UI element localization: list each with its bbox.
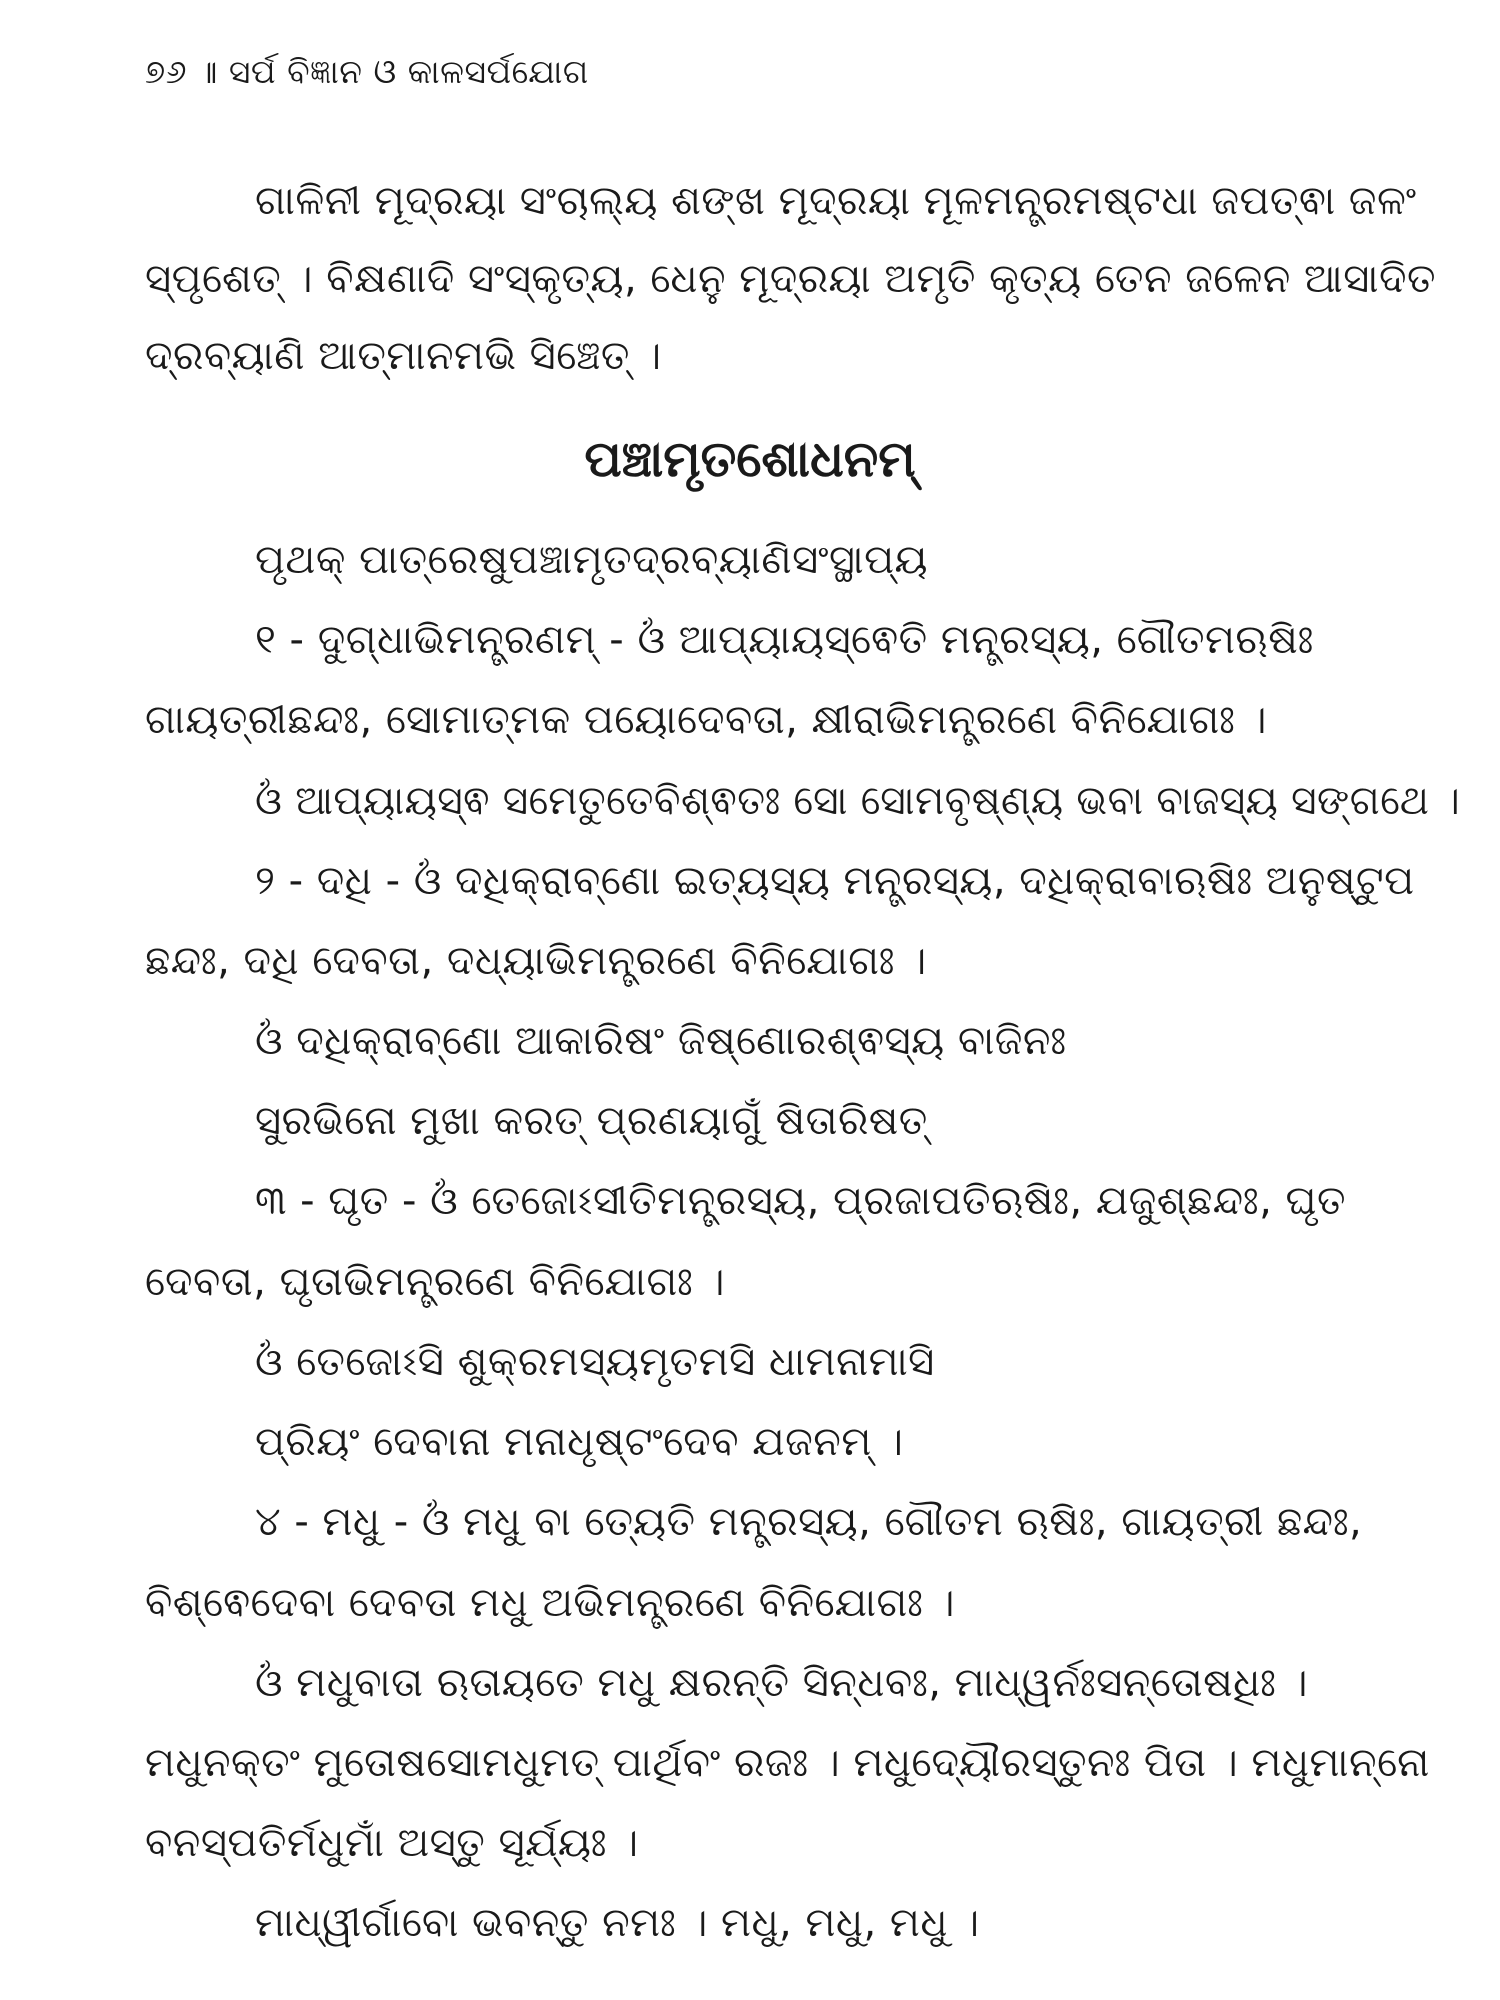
text-line: ମାଧ୍ୱୀର୍ଗାବୋ ଭବନ୍ତୁ ନମଃ । ମଧୁ, ମଧୁ, ମଧୁ ।	[255, 1900, 980, 1946]
text-line: ଓଁ ଦଧିକ୍ରାବ୍ଣୋ ଆକାରିଷଂ ଜିଷ୍ଣୋରଶ୍ଵସ୍ୟ ବାଜିନଃ	[255, 1018, 1067, 1064]
text-line: ବିଶ୍ଵେଦେବା ଦେବତା ମଧୁ ଅଭିମନ୍ତ୍ରଣେ ବିନିଯୋଗଃ ।	[145, 1580, 956, 1626]
text-line: ମଧୁନକ୍ତଂ ମୁତୋଷସୋମଧୁମତ୍ ପାର୍ଥିବଂ ରଜଃ । ମଧୁଦ୍ୟୌରସ୍ତୁନଃ ପିତା । ମଧୁମାନ୍ନୋ	[145, 1740, 1430, 1786]
page-header: ୭୬ ॥ ସର୍ପ ବିଜ୍ଞାନ ଓ କାଳସର୍ପଯୋଗ	[145, 52, 589, 91]
text-line: ୪ - ମଧୁ - ଓଁ ମଧୁ ବା ତ୍ୟେତି ମନ୍ତ୍ରସ୍ୟ, ଗୌତମ ଋଷିଃ, ଗାୟତ୍ରୀ ଛନ୍ଦଃ,	[255, 1499, 1363, 1545]
text-line: ଓଁ ମଧୁବାତା ଋତାୟତେ ମଧୁ କ୍ଷରନ୍ତି ସିନ୍ଧବଃ, ମାଧ୍ୱର୍ନଃସନ୍ତୋଷଧିଃ ।	[255, 1660, 1308, 1706]
text-line: ୧ - ଦୁଗ୍ଧାଭିମନ୍ତ୍ରଣମ୍ - ଓଁ ଆପ୍ୟାୟସ୍ଵେତି ମନ୍ତ୍ରସ୍ୟ, ଗୌତମଋଷିଃ	[255, 617, 1314, 663]
paragraph-line: ଦ୍ରବ୍ୟାଣି ଆତ୍ମାନମଭି ସିଞ୍ଚେତ୍ ।	[145, 333, 662, 379]
text-line: ଓଁ ଆପ୍ୟାୟସ୍ଵ ସମେତୁତେବିଶ୍ଵତଃ ସୋ ସୋମବୃଷ୍ଣ୍ୟ ଭବା ବାଜସ୍ୟ ସଙ୍ଗଥେ ।	[255, 778, 1461, 824]
text-line: ୩ - ଘୃତ - ଓଁ ତେଜୋଽସୀତିମନ୍ତ୍ରସ୍ୟ, ପ୍ରଜାପତିଋଷିଃ, ଯଜୁଶ୍ଛନ୍ଦଃ, ଘୃତ	[255, 1178, 1347, 1224]
paragraph-line: ସ୍ପୃଶେତ୍ । ବିକ୍ଷଣାଦି ସଂସ୍କୃତ୍ୟ, ଧେନୁ ମୂଦ୍ରୟା ଅମୃତି କୃତ୍ୟ ତେନ ଜଳେନ ଆସାଦିତ	[145, 256, 1437, 302]
paragraph-line: ଗାଳିନୀ ମୂଦ୍ରୟା ସଂଚାଲ୍ୟ ଶଙ୍ଖ ମୂଦ୍ରୟା ମୂଳମନ୍ତ୍ରମଷ୍ଟଧା ଜପତ୍ଵା ଜଳଂ	[255, 178, 1417, 224]
text-line: ପ୍ରିୟଂ ଦେବାନା ମନାଧୃଷ୍ଟଂଦେବ ଯଜନମ୍ ।	[255, 1419, 904, 1465]
text-line: ୨ - ଦଧି - ଓଁ ଦଧିକ୍ରାବ୍ଣୋ ଇତ୍ୟସ୍ୟ ମନ୍ତ୍ରସ୍ୟ, ଦଧିକ୍ରାବାଋଷିଃ ଅନୁଷ୍ଟୁପ	[255, 858, 1415, 904]
text-line: ଓଁ ତେଜୋଽସି ଶୁକ୍ରମସ୍ୟମୃତମସି ଧାମନାମାସି	[255, 1339, 935, 1385]
text-line: ପୃଥକ୍ ପାତ୍ରେଷୁପଞ୍ଚାମୃତଦ୍ରବ୍ୟାଣିସଂସ୍ଥାପ୍ୟ	[255, 537, 929, 583]
text-line: ସୁରଭିନୋ ମୁଖା କରତ୍ ପ୍ରଣୟାଗୁଁ ଷିତାରିଷତ୍	[255, 1098, 928, 1144]
text-line: ଦେବତା, ଘୃତାଭିମନ୍ତ୍ରଣେ ବିନିଯୋଗଃ ।	[145, 1259, 725, 1305]
text-line: ଛନ୍ଦଃ, ଦଧି ଦେବତା, ଦଧ୍ୟାଭିମନ୍ତ୍ରଣେ ବିନିଯୋଗଃ ।	[145, 938, 927, 984]
text-line: ବନସ୍ପତିର୍ମଧୁମାଁ ଅସ୍ତୁ ସୂର୍ଯ୍ୟଃ ।	[145, 1820, 639, 1866]
section-heading: ପଞ୍ଚାମୃତଶୋଧନମ୍	[584, 430, 916, 488]
text-line: ଗାୟତ୍ରୀଛନ୍ଦଃ, ସୋମାତ୍ମକ ପୟୋଦେବତା, କ୍ଷୀରାଭିମନ୍ତ୍ରଣେ ବିନିଯୋଗଃ ।	[145, 697, 1267, 743]
